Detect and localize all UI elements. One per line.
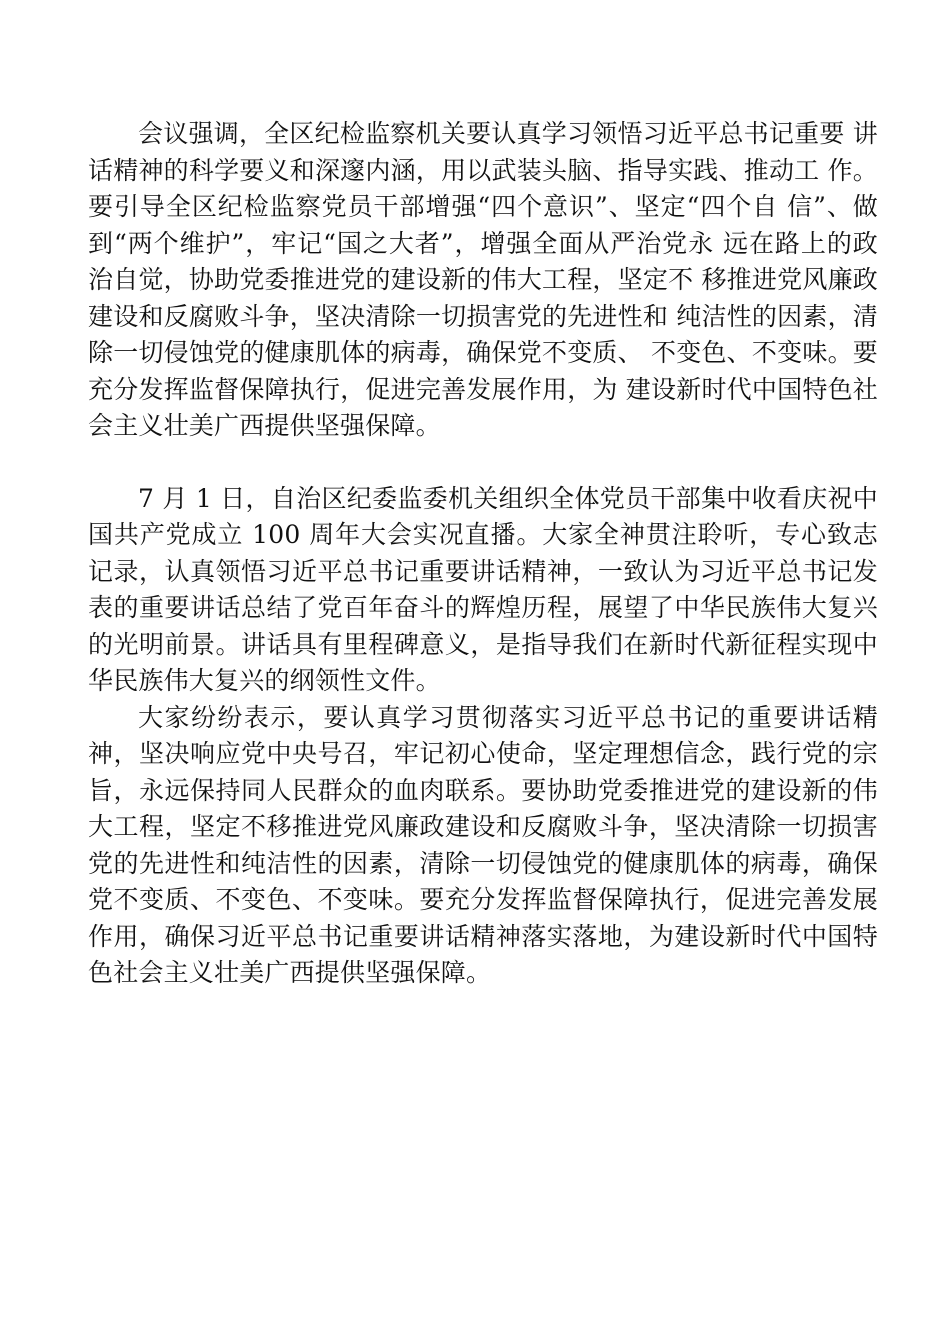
paragraph-meeting-emphasis: 会议强调，全区纪检监察机关要认真学习领悟习近平总书记重要 讲话精神的科学要义和深邃内涵，用以武装头脑、指导实践、推动工 作。要引导全区纪检监察党员干部增强“四个意识”、坚定“四个自 信”、做到“两个维护”，牢记“国之大者”，增强全面从严治党永 远在路上的政治自觉，协助党委推进党的建设新的伟大工程，坚定不 移推进党风廉政建设和反腐败斗争，坚决清除一切损害党的先进性和 纯洁性的因素，清除一切侵蚀党的健康肌体的病毒，确保党不变质、 不变色、不变味。要充分发挥监督保障执行，促进完善发展作用，为 建设新时代中国特色社会主义壮美广西提供坚强保障。 <box>88 119 878 440</box>
paragraph-july-first-broadcast: 7 月 1 日，自治区纪委监委机关组织全体党员干部集中收看庆祝中国共产党成立 100 周年大会实况直播。大家全神贯注聆听，专心致志记录，认真领悟习近平总书记重要讲话精神，一致认为习近平总书记发表的重要讲话总结了党百年奋斗的辉煌历程，展望了中华民族伟大复兴的光明前景。讲话具有里程碑意义，是指导我们在新时代新征程实现中华民族伟大复兴的纲领性文件。 <box>88 483 878 695</box>
paragraph-cadre-statements: 大家纷纷表示，要认真学习贯彻落实习近平总书记的重要讲话精神，坚决响应党中央号召，牢记初心使命，坚定理想信念，践行党的宗旨，永远保持同人民群众的血肉联系。要协助党委推进党的建设新的伟大工程，坚定不移推进党风廉政建设和反腐败斗争，坚决清除一切损害党的先进性和纯洁性的因素，清除一切侵蚀党的健康肌体的病毒，确保党不变质、不变色、不变味。要充分发挥监督保障执行，促进完善发展作用，确保习近平总书记重要讲话精神落实落地，为建设新时代中国特色社会主义壮美广西提供坚强保障。 <box>88 702 878 987</box>
paragraph-spacer <box>88 445 878 481</box>
document-body <box>88 116 878 992</box>
